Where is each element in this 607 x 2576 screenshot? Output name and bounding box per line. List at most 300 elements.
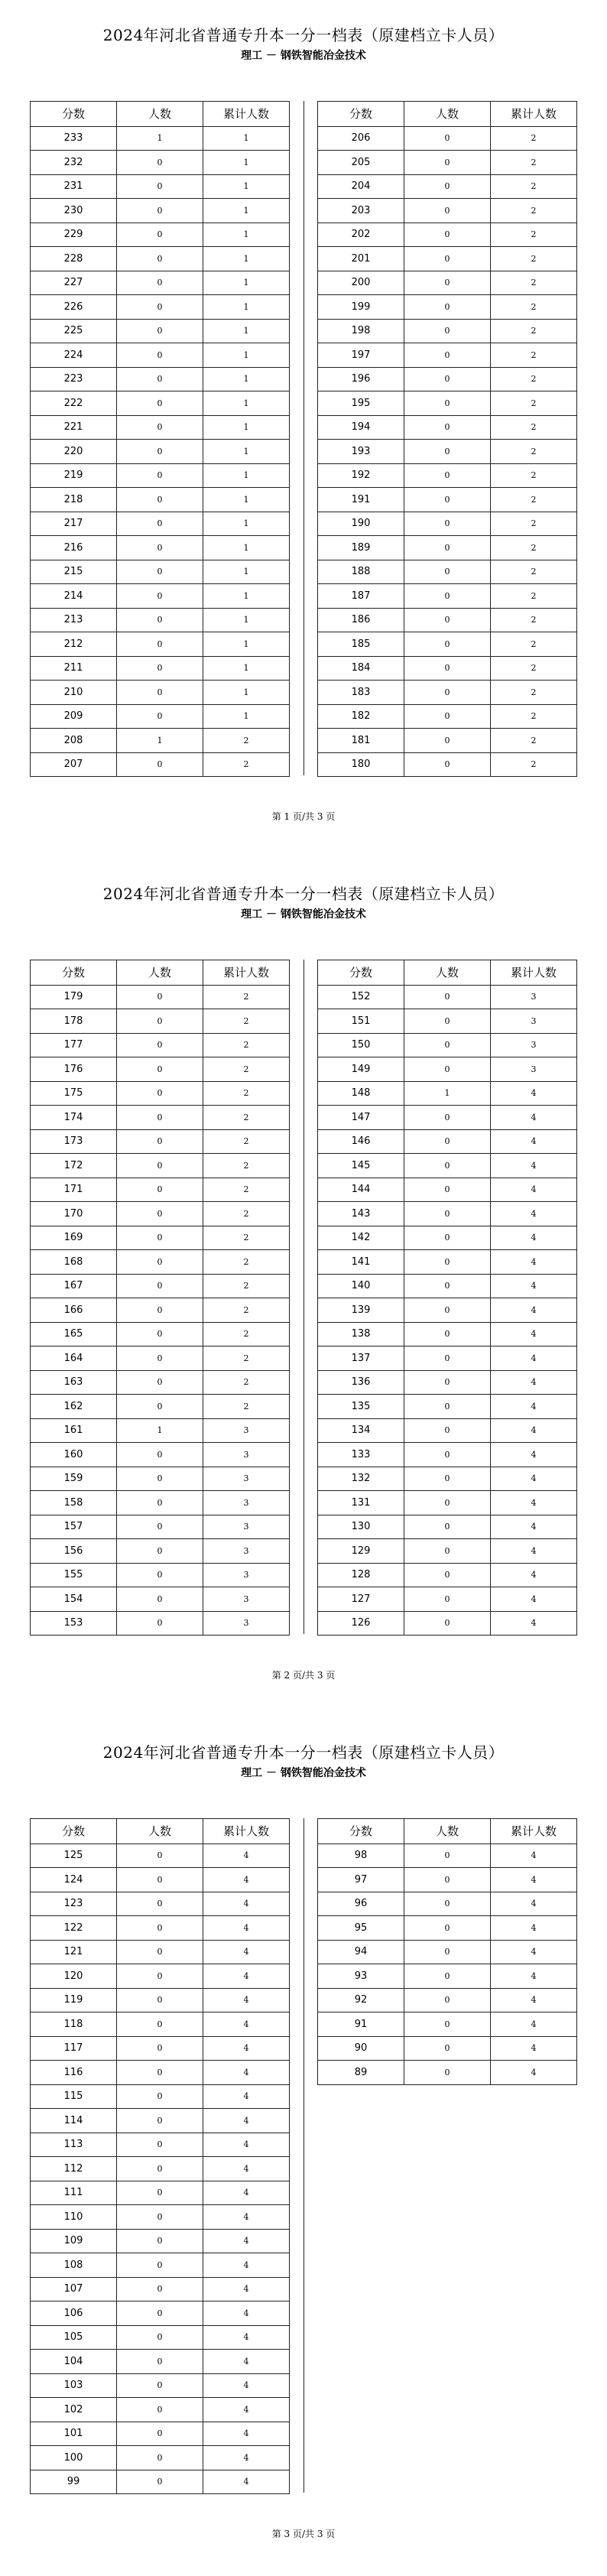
count-cell: 0 [404,560,491,584]
cumulative-cell: 4 [203,1892,290,1916]
score-cell: 223 [31,367,117,391]
page-footer: 第 3 页/共 3 页 [271,2529,336,2539]
cumulative-cell: 2 [203,1178,290,1202]
score-cell: 129 [318,1539,404,1564]
table-row [31,295,290,320]
count-cell: 0 [404,1491,491,1515]
count-cell: 0 [404,1964,491,1989]
table-header-row [31,960,290,986]
count-cell: 0 [117,1587,203,1612]
count-cell: 0 [117,271,203,295]
count-cell: 0 [404,391,491,416]
count-cell: 0 [117,1106,203,1130]
cumulative-cell: 3 [203,1491,290,1515]
score-cell: 232 [31,151,117,175]
score-cell: 167 [31,1274,117,1298]
score-cell: 157 [31,1515,117,1539]
table-row [318,440,577,464]
score-cell: 149 [318,1057,404,1082]
count-cell: 0 [404,1395,491,1419]
page-title: 2024年河北省普通专升本一分一档表（原建档立卡人员） [102,885,505,903]
score-cell: 91 [318,2012,404,2037]
cumulative-cell: 2 [491,126,577,151]
table-row [31,1154,290,1178]
table-row [31,584,290,609]
score-cell: 197 [318,343,404,368]
score-cell: 175 [31,1081,117,1106]
score-cell: 112 [31,2157,117,2181]
table-row [318,1154,577,1178]
cumulative-cell: 4 [491,1611,577,1636]
cumulative-cell: 2 [203,1154,290,1178]
score-cell: 187 [318,584,404,609]
count-cell: 0 [404,1587,491,1612]
count-cell: 1 [404,1081,491,1106]
score-cell: 225 [31,319,117,343]
count-cell: 0 [404,1940,491,1964]
score-cell: 139 [318,1298,404,1323]
count-cell: 0 [404,199,491,223]
table-row [31,1892,290,1916]
cumulative-cell: 1 [203,151,290,175]
table-row [31,1178,290,1202]
count-cell: 0 [117,560,203,584]
table-row [318,1940,577,1964]
score-cell: 96 [318,1892,404,1916]
score-cell: 144 [318,1178,404,1202]
score-cell: 179 [31,985,117,1009]
cumulative-cell: 4 [203,2422,290,2446]
score-cell: 227 [31,271,117,295]
count-cell: 0 [117,1081,203,1106]
count-cell: 0 [117,367,203,391]
count-cell: 0 [117,1868,203,1892]
table-row [318,1467,577,1491]
score-cell: 190 [318,512,404,536]
table-row [31,2084,290,2109]
cumulative-cell: 1 [203,512,290,536]
table-row [31,151,290,175]
cumulative-cell: 2 [203,1057,290,1082]
count-cell: 0 [117,1154,203,1178]
table-row [318,512,577,536]
table-row [31,199,290,223]
table-row [318,1539,577,1564]
score-table-left [30,1818,290,2494]
score-cell: 189 [318,536,404,560]
table-row [318,1563,577,1587]
header-score: 分数 [318,1819,404,1844]
cumulative-cell: 3 [491,985,577,1009]
count-cell: 0 [404,1057,491,1082]
count-cell: 1 [117,126,203,151]
score-cell: 131 [318,1491,404,1515]
score-cell: 181 [318,729,404,753]
cumulative-cell: 3 [491,1057,577,1082]
count-cell: 0 [117,199,203,223]
table-row [31,271,290,295]
table-row [318,463,577,488]
score-cell: 100 [31,2446,117,2470]
table-row [318,1868,577,1892]
count-cell: 0 [404,2061,491,2085]
table-row [31,2277,290,2302]
cumulative-cell: 2 [203,1250,290,1275]
cumulative-cell: 2 [491,151,577,175]
score-cell: 204 [318,174,404,199]
score-cell: 93 [318,1964,404,1989]
score-cell: 114 [31,2109,117,2133]
score-cell: 177 [31,1033,117,1057]
cumulative-cell: 4 [203,2446,290,2470]
score-cell: 134 [318,1418,404,1443]
table-row [318,1106,577,1130]
table-row [31,367,290,391]
cumulative-cell: 4 [203,2109,290,2133]
table-row [31,632,290,657]
cumulative-cell: 4 [491,1322,577,1346]
table-row [318,1491,577,1515]
table-header-row [31,102,290,127]
cumulative-cell: 1 [203,681,290,705]
cumulative-cell: 1 [203,704,290,729]
count-cell: 0 [404,729,491,753]
score-cell: 137 [318,1346,404,1371]
cumulative-cell: 4 [203,2277,290,2302]
count-cell: 0 [117,1057,203,1082]
header-cumulative: 累计人数 [203,960,290,986]
cumulative-cell: 3 [203,1611,290,1636]
score-cell: 218 [31,488,117,512]
score-cell: 169 [31,1226,117,1250]
count-cell: 0 [117,2398,203,2422]
count-cell: 1 [117,1418,203,1443]
score-cell: 147 [318,1106,404,1130]
cumulative-cell: 1 [203,391,290,416]
score-cell: 130 [318,1515,404,1539]
count-cell: 0 [117,1539,203,1564]
table-row [318,536,577,560]
count-cell: 0 [117,1467,203,1491]
cumulative-cell: 2 [491,271,577,295]
table-row [31,2422,290,2446]
cumulative-cell: 2 [203,1081,290,1106]
table-row [31,2398,290,2422]
score-cell: 102 [31,2398,117,2422]
score-cell: 156 [31,1539,117,1564]
score-cell: 116 [31,2061,117,2085]
cumulative-cell: 4 [203,1988,290,2012]
cumulative-cell: 2 [491,681,577,705]
cumulative-cell: 1 [203,295,290,320]
count-cell: 0 [117,319,203,343]
cumulative-cell: 1 [203,174,290,199]
count-cell: 0 [404,367,491,391]
table-row [318,1274,577,1298]
cumulative-cell: 4 [491,1940,577,1964]
score-cell: 125 [31,1843,117,1868]
table-row [318,1178,577,1202]
table-row [31,2205,290,2230]
score-cell: 207 [31,752,117,777]
count-cell: 0 [117,1940,203,1964]
score-cell: 176 [31,1057,117,1082]
cumulative-cell: 2 [491,752,577,777]
score-cell: 126 [318,1611,404,1636]
header-cumulative: 累计人数 [491,102,577,127]
count-cell: 0 [117,1563,203,1587]
cumulative-cell: 1 [203,488,290,512]
cumulative-cell: 3 [203,1587,290,1612]
score-cell: 206 [318,126,404,151]
score-cell: 216 [31,536,117,560]
table-row [31,752,290,777]
header-count: 人数 [404,102,491,127]
table-row [31,126,290,151]
table-row [31,704,290,729]
count-cell: 0 [117,2302,203,2326]
cumulative-cell: 4 [491,1491,577,1515]
cumulative-cell: 2 [491,560,577,584]
count-cell: 0 [404,126,491,151]
table-row [31,656,290,681]
count-cell: 0 [404,488,491,512]
cumulative-cell: 4 [491,1395,577,1419]
score-cell: 89 [318,2061,404,2085]
score-cell: 92 [318,1988,404,2012]
cumulative-cell: 4 [491,1274,577,1298]
table-row [31,512,290,536]
table-row [318,704,577,729]
table-row [318,1892,577,1916]
table-row [31,1611,290,1636]
cumulative-cell: 4 [491,1964,577,1989]
cumulative-cell: 1 [203,584,290,609]
cumulative-cell: 3 [203,1539,290,1564]
count-cell: 0 [117,2229,203,2253]
score-cell: 222 [31,391,117,416]
table-row [31,1418,290,1443]
cumulative-cell: 1 [203,126,290,151]
score-cell: 217 [31,512,117,536]
score-cell: 154 [31,1587,117,1612]
score-cell: 191 [318,488,404,512]
table-row [31,1940,290,1964]
table-row [31,415,290,440]
table-row [31,2373,290,2398]
score-cell: 121 [31,1940,117,1964]
count-cell: 0 [404,536,491,560]
score-cell: 170 [31,1202,117,1226]
table-row [318,295,577,320]
score-cell: 199 [318,295,404,320]
cumulative-cell: 1 [203,560,290,584]
cumulative-cell: 4 [491,1250,577,1275]
cumulative-cell: 1 [203,343,290,368]
cumulative-cell: 2 [203,1009,290,1034]
table-row [31,1370,290,1395]
cumulative-cell: 4 [203,2084,290,2109]
score-cell: 229 [31,223,117,247]
score-cell: 219 [31,463,117,488]
count-cell: 0 [117,247,203,271]
count-cell: 0 [117,223,203,247]
count-cell: 0 [117,536,203,560]
count-cell: 0 [117,2157,203,2181]
count-cell: 0 [404,1515,491,1539]
page-3 [0,1717,607,2576]
header-cumulative: 累计人数 [203,1819,290,1844]
count-cell: 0 [404,1346,491,1371]
count-cell: 0 [117,2084,203,2109]
score-cell: 163 [31,1370,117,1395]
table-row [31,1868,290,1892]
table-row [31,560,290,584]
cumulative-cell: 2 [491,415,577,440]
table-row [318,1916,577,1941]
table-row [318,247,577,271]
table-row [318,174,577,199]
count-cell: 0 [117,2422,203,2446]
table-row [31,1467,290,1491]
table-row [318,1129,577,1154]
score-cell: 168 [31,1250,117,1275]
cumulative-cell: 2 [491,512,577,536]
count-cell: 0 [404,1892,491,1916]
table-row [31,1033,290,1057]
table-row [318,608,577,632]
count-cell: 0 [117,608,203,632]
table-row [31,2302,290,2326]
count-cell: 0 [117,1250,203,1275]
table-row [31,1539,290,1564]
page-subtitle: 理工 － 钢铁智能冶金技术 [241,1767,366,1779]
count-cell: 0 [404,247,491,271]
count-cell: 0 [404,1154,491,1178]
count-cell: 0 [404,463,491,488]
table-row [318,1033,577,1057]
cumulative-cell: 4 [203,2061,290,2085]
score-cell: 117 [31,2036,117,2061]
table-row [318,752,577,777]
table-row [31,223,290,247]
count-cell: 0 [117,2133,203,2157]
table-row [31,391,290,416]
header-count: 人数 [117,102,203,127]
count-cell: 0 [404,440,491,464]
cumulative-cell: 1 [203,440,290,464]
table-row [31,174,290,199]
table-row [318,2061,577,2085]
score-cell: 180 [318,752,404,777]
table-row [31,1964,290,1989]
cumulative-cell: 1 [203,319,290,343]
table-row [31,1346,290,1371]
table-row [31,1515,290,1539]
table-row [31,1587,290,1612]
count-cell: 0 [117,2470,203,2494]
score-cell: 152 [318,985,404,1009]
score-cell: 115 [31,2084,117,2109]
count-cell: 0 [404,512,491,536]
page-title: 2024年河北省普通专升本一分一档表（原建档立卡人员） [102,1743,505,1762]
score-cell: 120 [31,1964,117,1989]
score-cell: 105 [31,2325,117,2350]
score-cell: 106 [31,2302,117,2326]
table-row [31,1106,290,1130]
cumulative-cell: 4 [491,1916,577,1941]
table-row [318,1081,577,1106]
count-cell: 0 [404,1370,491,1395]
header-count: 人数 [404,1819,491,1844]
count-cell: 0 [404,656,491,681]
count-cell: 0 [117,2061,203,2085]
cumulative-cell: 4 [491,2061,577,2085]
count-cell: 0 [404,1418,491,1443]
count-cell: 0 [117,584,203,609]
count-cell: 0 [117,2253,203,2278]
table-row [318,560,577,584]
score-cell: 201 [318,247,404,271]
cumulative-cell: 2 [491,343,577,368]
count-cell: 0 [117,1202,203,1226]
table-row [318,199,577,223]
cumulative-cell: 3 [491,1033,577,1057]
cumulative-cell: 4 [491,1418,577,1443]
table-row [31,488,290,512]
count-cell: 0 [404,223,491,247]
table-header-row [318,1819,577,1844]
table-row [318,151,577,175]
table-row [31,1491,290,1515]
cumulative-cell: 2 [203,1370,290,1395]
cumulative-cell: 4 [203,2133,290,2157]
count-cell: 0 [117,2205,203,2230]
score-cell: 210 [31,681,117,705]
table-row [318,1202,577,1226]
score-table-left [30,960,290,1636]
table-row [31,2133,290,2157]
count-cell: 0 [117,415,203,440]
score-cell: 133 [318,1443,404,1467]
count-cell: 0 [117,1129,203,1154]
table-row [31,1081,290,1106]
count-cell: 0 [117,151,203,175]
cumulative-cell: 1 [203,247,290,271]
count-cell: 0 [404,681,491,705]
score-cell: 221 [31,415,117,440]
count-cell: 0 [117,681,203,705]
score-cell: 162 [31,1395,117,1419]
table-row [31,440,290,464]
count-cell: 0 [404,704,491,729]
table-header-row [318,960,577,986]
count-cell: 0 [117,2277,203,2302]
score-cell: 166 [31,1298,117,1323]
score-cell: 193 [318,440,404,464]
header-cumulative: 累计人数 [491,960,577,986]
cumulative-cell: 3 [203,1467,290,1491]
table-row [318,584,577,609]
count-cell: 0 [117,2181,203,2205]
table-row [318,319,577,343]
table-row [318,729,577,753]
score-cell: 203 [318,199,404,223]
table-row [31,536,290,560]
cumulative-cell: 2 [491,656,577,681]
count-cell: 0 [404,1611,491,1636]
score-cell: 119 [31,1988,117,2012]
